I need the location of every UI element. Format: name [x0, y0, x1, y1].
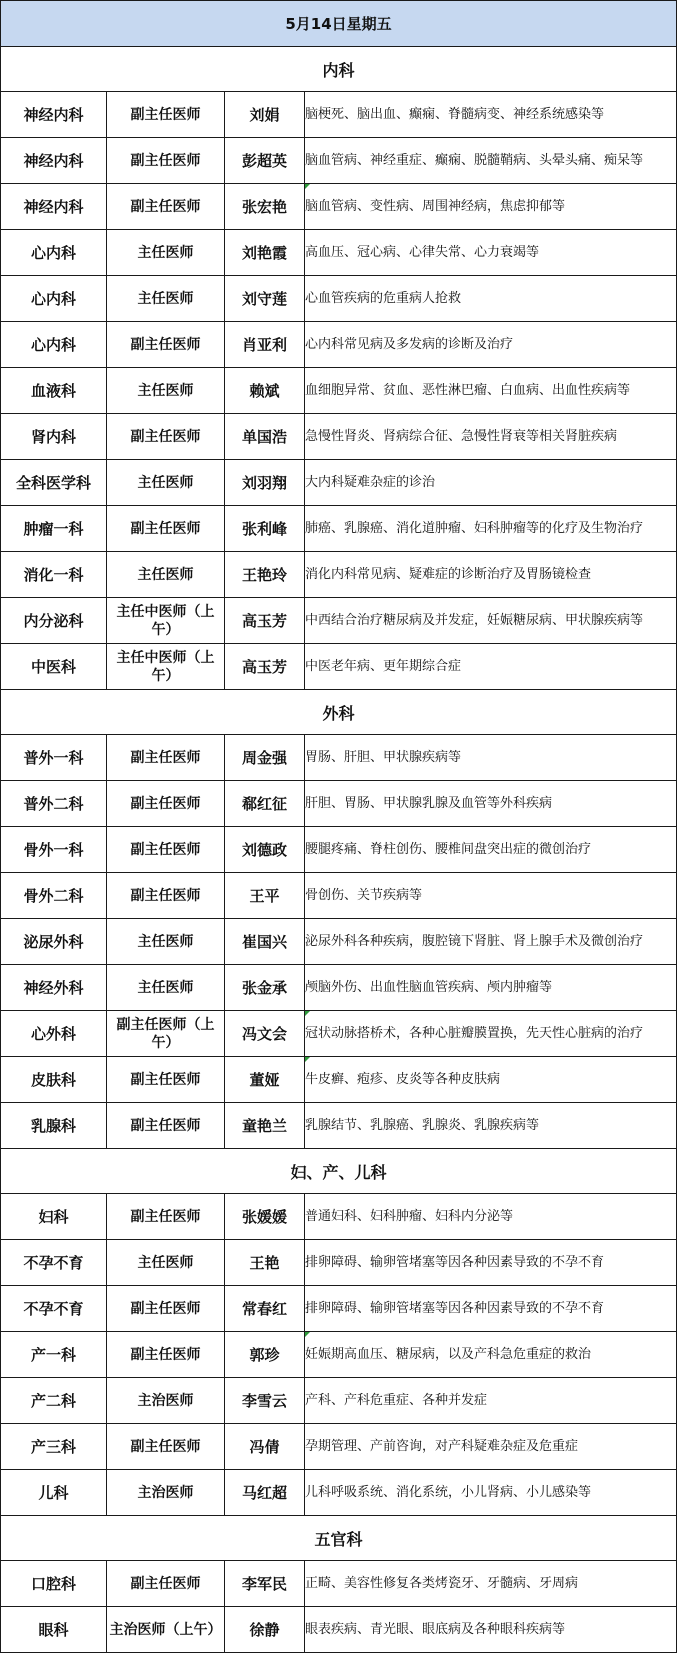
doctor-name-cell: 单国浩: [225, 414, 305, 460]
section-title: 五官科: [1, 1516, 677, 1561]
doctor-row: [1, 965, 677, 1011]
specialty-cell: 消化内科常见病、疑难症的诊断治疗及胃肠镜检查: [305, 552, 677, 598]
section-header-row: [1, 690, 677, 735]
department-cell: 神经内科: [1, 184, 107, 230]
doctor-name-cell: 王艳玲: [225, 552, 305, 598]
department-cell: 全科医学科: [1, 460, 107, 506]
doctor-row: [1, 138, 677, 184]
section-header-row: [1, 1149, 677, 1194]
doctor-name-cell: 李雪云: [225, 1378, 305, 1424]
department-cell: 乳腺科: [1, 1103, 107, 1149]
doctor-title-cell: 副主任医师: [107, 506, 225, 552]
specialty-cell: 肺癌、乳腺癌、消化道肿瘤、妇科肿瘤等的化疗及生物治疗: [305, 506, 677, 552]
specialty-cell: 心血管疾病的危重病人抢救: [305, 276, 677, 322]
doctor-row: [1, 1011, 677, 1057]
doctor-row: [1, 368, 677, 414]
doctor-row: [1, 1378, 677, 1424]
schedule-body: [1, 1, 677, 1653]
doctor-row: [1, 873, 677, 919]
department-cell: 心内科: [1, 230, 107, 276]
doctor-row: [1, 460, 677, 506]
doctor-row: [1, 184, 677, 230]
department-cell: 中医科: [1, 644, 107, 690]
department-cell: 不孕不育: [1, 1240, 107, 1286]
department-cell: 神经内科: [1, 92, 107, 138]
doctor-row: [1, 827, 677, 873]
doctor-row: [1, 1240, 677, 1286]
doctor-row: [1, 276, 677, 322]
doctor-name-cell: 常春红: [225, 1286, 305, 1332]
doctor-title-cell: 主任医师: [107, 1240, 225, 1286]
doctor-title-cell: 副主任医师（上午）: [107, 1011, 225, 1057]
schedule-title: 5月14日星期五: [1, 1, 677, 47]
department-cell: 神经内科: [1, 138, 107, 184]
doctor-row: [1, 919, 677, 965]
doctor-title-cell: 副主任医师: [107, 322, 225, 368]
department-cell: 肾内科: [1, 414, 107, 460]
doctor-name-cell: 郗红征: [225, 781, 305, 827]
doctor-name-cell: 崔国兴: [225, 919, 305, 965]
specialty-cell: 胃肠、肝胆、甲状腺疾病等: [305, 735, 677, 781]
doctor-title-cell: 主任医师: [107, 230, 225, 276]
doctor-name-cell: 刘艳霞: [225, 230, 305, 276]
doctor-title-cell: 主任医师: [107, 965, 225, 1011]
specialty-cell: 妊娠期高血压、糖尿病，以及产科急危重症的救治: [305, 1332, 677, 1378]
doctor-name-cell: 肖亚利: [225, 322, 305, 368]
specialty-cell: 正畸、美容性修复各类烤瓷牙、牙髓病、牙周病: [305, 1561, 677, 1607]
specialty-cell: 排卵障碍、输卵管堵塞等因各种因素导致的不孕不育: [305, 1240, 677, 1286]
doctor-title-cell: 副主任医师: [107, 873, 225, 919]
section-header-row: [1, 1516, 677, 1561]
doctor-row: [1, 506, 677, 552]
doctor-title-cell: 主任中医师（上午）: [107, 644, 225, 690]
doctor-title-cell: 副主任医师: [107, 184, 225, 230]
doctor-name-cell: 童艳兰: [225, 1103, 305, 1149]
doctor-name-cell: 王平: [225, 873, 305, 919]
doctor-name-cell: 张宏艳: [225, 184, 305, 230]
specialty-cell: 中医老年病、更年期综合症: [305, 644, 677, 690]
specialty-cell: 急慢性肾炎、肾病综合征、急慢性肾衰等相关肾脏疾病: [305, 414, 677, 460]
doctor-name-cell: 王艳: [225, 1240, 305, 1286]
department-cell: 妇科: [1, 1194, 107, 1240]
doctor-name-cell: 徐静: [225, 1607, 305, 1653]
doctor-title-cell: 主治医师: [107, 1470, 225, 1516]
specialty-cell: 颅脑外伤、出血性脑血管疾病、颅内肿瘤等: [305, 965, 677, 1011]
doctor-row: [1, 1103, 677, 1149]
department-cell: 心内科: [1, 276, 107, 322]
doctor-row: [1, 781, 677, 827]
doctor-title-cell: 主任医师: [107, 276, 225, 322]
doctor-row: [1, 1561, 677, 1607]
section-header-row: [1, 47, 677, 92]
department-cell: 普外一科: [1, 735, 107, 781]
department-cell: 普外二科: [1, 781, 107, 827]
doctor-row: [1, 1607, 677, 1653]
doctor-row: [1, 552, 677, 598]
specialty-cell: 脑血管病、变性病、周围神经病，焦虑抑郁等: [305, 184, 677, 230]
doctor-title-cell: 副主任医师: [107, 735, 225, 781]
section-title: 妇、产、儿科: [1, 1149, 677, 1194]
doctor-name-cell: 刘羽翔: [225, 460, 305, 506]
doctor-name-cell: 刘德政: [225, 827, 305, 873]
department-cell: 肿瘤一科: [1, 506, 107, 552]
doctor-title-cell: 副主任医师: [107, 1057, 225, 1103]
doctor-row: [1, 1286, 677, 1332]
doctor-row: [1, 644, 677, 690]
department-cell: 心内科: [1, 322, 107, 368]
doctor-name-cell: 董娅: [225, 1057, 305, 1103]
doctor-title-cell: 副主任医师: [107, 827, 225, 873]
doctor-title-cell: 主治医师: [107, 1378, 225, 1424]
specialty-cell: 中西结合治疗糖尿病及并发症，妊娠糖尿病、甲状腺疾病等: [305, 598, 677, 644]
doctor-title-cell: 主任医师: [107, 460, 225, 506]
doctor-name-cell: 张金承: [225, 965, 305, 1011]
specialty-cell: 孕期管理、产前咨询，对产科疑难杂症及危重症: [305, 1424, 677, 1470]
doctor-title-cell: 副主任医师: [107, 1194, 225, 1240]
doctor-row: [1, 1194, 677, 1240]
doctor-name-cell: 张利峰: [225, 506, 305, 552]
doctor-name-cell: 刘守莲: [225, 276, 305, 322]
doctor-name-cell: 郭珍: [225, 1332, 305, 1378]
doctor-name-cell: 彭超英: [225, 138, 305, 184]
department-cell: 骨外一科: [1, 827, 107, 873]
section-title: 内科: [1, 47, 677, 92]
specialty-cell: 血细胞异常、贫血、恶性淋巴瘤、白血病、出血性疾病等: [305, 368, 677, 414]
doctor-title-cell: 副主任医师: [107, 92, 225, 138]
specialty-cell: 牛皮癣、疱疹、皮炎等各种皮肤病: [305, 1057, 677, 1103]
department-cell: 泌尿外科: [1, 919, 107, 965]
doctor-title-cell: 副主任医师: [107, 1103, 225, 1149]
doctor-title-cell: 副主任医师: [107, 1561, 225, 1607]
department-cell: 消化一科: [1, 552, 107, 598]
doctor-title-cell: 主任医师: [107, 552, 225, 598]
doctor-title-cell: 副主任医师: [107, 1286, 225, 1332]
specialty-cell: 腰腿疼痛、脊柱创伤、腰椎间盘突出症的微创治疗: [305, 827, 677, 873]
doctor-row: [1, 598, 677, 644]
doctor-name-cell: 高玉芳: [225, 598, 305, 644]
department-cell: 不孕不育: [1, 1286, 107, 1332]
doctor-title-cell: 副主任医师: [107, 138, 225, 184]
specialty-cell: 产科、产科危重症、各种并发症: [305, 1378, 677, 1424]
specialty-cell: 脑梗死、脑出血、癫痫、脊髓病变、神经系统感染等: [305, 92, 677, 138]
specialty-cell: 高血压、冠心病、心律失常、心力衰竭等: [305, 230, 677, 276]
department-cell: 产二科: [1, 1378, 107, 1424]
doctor-row: [1, 414, 677, 460]
doctor-title-cell: 主任医师: [107, 919, 225, 965]
doctor-row: [1, 322, 677, 368]
specialty-cell: 冠状动脉搭桥术，各种心脏瓣膜置换，先天性心脏病的治疗: [305, 1011, 677, 1057]
doctor-name-cell: 冯倩: [225, 1424, 305, 1470]
specialty-cell: 大内科疑难杂症的诊治: [305, 460, 677, 506]
doctor-row: [1, 1470, 677, 1516]
doctor-row: [1, 92, 677, 138]
doctor-name-cell: 李军民: [225, 1561, 305, 1607]
doctor-title-cell: 主治医师（上午）: [107, 1607, 225, 1653]
doctor-name-cell: 刘娟: [225, 92, 305, 138]
doctor-title-cell: 副主任医师: [107, 1332, 225, 1378]
section-title: 外科: [1, 690, 677, 735]
specialty-cell: 排卵障碍、输卵管堵塞等因各种因素导致的不孕不育: [305, 1286, 677, 1332]
doctor-row: [1, 230, 677, 276]
doctor-row: [1, 1332, 677, 1378]
doctor-row: [1, 735, 677, 781]
department-cell: 神经外科: [1, 965, 107, 1011]
doctor-name-cell: 高玉芳: [225, 644, 305, 690]
doctor-name-cell: 周金强: [225, 735, 305, 781]
department-cell: 内分泌科: [1, 598, 107, 644]
department-cell: 心外科: [1, 1011, 107, 1057]
doctor-title-cell: 副主任医师: [107, 781, 225, 827]
department-cell: 骨外二科: [1, 873, 107, 919]
department-cell: 皮肤科: [1, 1057, 107, 1103]
specialty-cell: 脑血管病、神经重症、癫痫、脱髓鞘病、头晕头痛、痴呆等: [305, 138, 677, 184]
doctor-title-cell: 副主任医师: [107, 1424, 225, 1470]
doctor-name-cell: 张媛媛: [225, 1194, 305, 1240]
doctor-name-cell: 马红超: [225, 1470, 305, 1516]
doctor-name-cell: 冯文会: [225, 1011, 305, 1057]
doctor-row: [1, 1057, 677, 1103]
specialty-cell: 心内科常见病及多发病的诊断及治疗: [305, 322, 677, 368]
department-cell: 产三科: [1, 1424, 107, 1470]
department-cell: 眼科: [1, 1607, 107, 1653]
department-cell: 产一科: [1, 1332, 107, 1378]
specialty-cell: 乳腺结节、乳腺癌、乳腺炎、乳腺疾病等: [305, 1103, 677, 1149]
doctor-row: [1, 1424, 677, 1470]
specialty-cell: 普通妇科、妇科肿瘤、妇科内分泌等: [305, 1194, 677, 1240]
title-row: [1, 1, 677, 47]
doctor-title-cell: 主任医师: [107, 368, 225, 414]
doctor-title-cell: 副主任医师: [107, 414, 225, 460]
department-cell: 儿科: [1, 1470, 107, 1516]
specialty-cell: 骨创伤、关节疾病等: [305, 873, 677, 919]
department-cell: 口腔科: [1, 1561, 107, 1607]
specialty-cell: 眼表疾病、青光眼、眼底病及各种眼科疾病等: [305, 1607, 677, 1653]
doctor-title-cell: 主任中医师（上午）: [107, 598, 225, 644]
specialty-cell: 儿科呼吸系统、消化系统，小儿肾病、小儿感染等: [305, 1470, 677, 1516]
department-cell: 血液科: [1, 368, 107, 414]
doctor-name-cell: 赖斌: [225, 368, 305, 414]
specialty-cell: 肝胆、胃肠、甲状腺乳腺及血管等外科疾病: [305, 781, 677, 827]
specialty-cell: 泌尿外科各种疾病，腹腔镜下肾脏、肾上腺手术及微创治疗: [305, 919, 677, 965]
